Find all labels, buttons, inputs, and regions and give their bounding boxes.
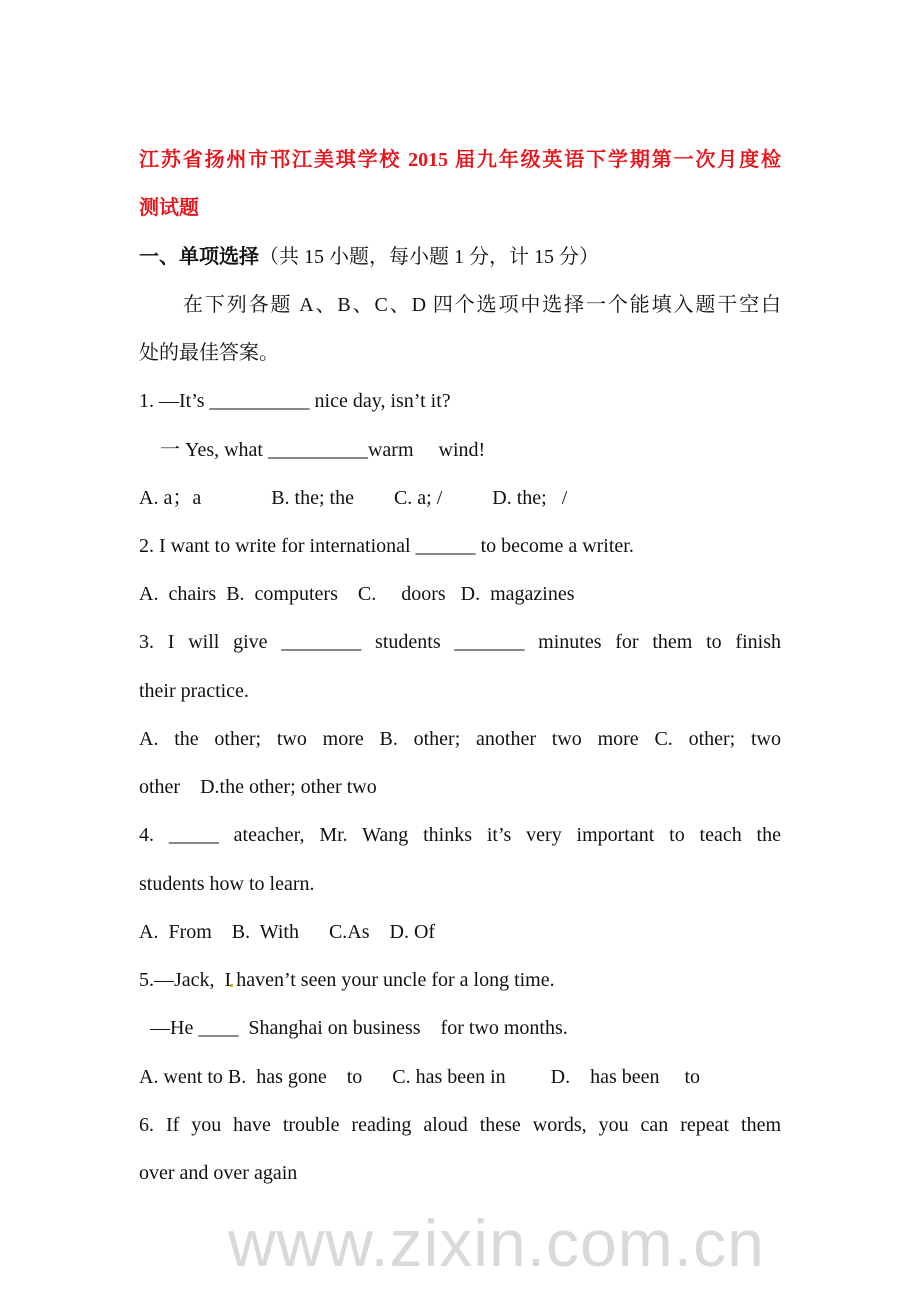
q1-options: A. a；a B. the; the C. a; / D. the; / <box>139 487 568 509</box>
q4-line1: 4. _____ ateacher, Mr. Wang thinks it’s very important to teach the <box>139 824 781 846</box>
doc-title-line2: 测试题 <box>139 197 199 219</box>
q3-line2: their practice. <box>139 680 249 702</box>
q1-line2: 一 Yes, what __________warm wind! <box>160 439 486 461</box>
doc-title-line1: 江苏省扬州市邗江美琪学校 2015 届九年级英语下学期第一次月度检 <box>139 149 781 171</box>
instruction-line2: 处的最佳答案。 <box>139 342 279 364</box>
q4-line2: students how to learn. <box>139 873 315 895</box>
instruction-line1: 在下列各题 A、B、C、D 四个选项中选择一个能填入题干空白 <box>183 294 781 316</box>
q3-line1: 3. I will give ________ students _______ minutes for them to finish <box>139 631 781 653</box>
q3-options-line2: other D.the other; other two <box>139 776 377 798</box>
q2-line1: 2. I want to write for international ______ to become a writer. <box>139 535 634 557</box>
section-note: （共 15 小题，每小题 1 分，计 15 分） <box>259 246 599 268</box>
q1-line1: 1. —It’s __________ nice day, isn’t it? <box>139 390 451 412</box>
section-title: 一、单项选择 <box>139 246 259 268</box>
q3-options-line1: A. the other; two more B. other; another two more C. other; two <box>139 728 781 750</box>
q5-options: A. went to B. has gone to C. has been in D. has been to <box>139 1066 701 1088</box>
q5-line1: 5.—Jack, I haven’t seen your uncle for a long time. <box>139 969 555 991</box>
q6-line2: over and over again <box>139 1162 298 1184</box>
q6-line1: 6. If you have trouble reading aloud these words, you can repeat them <box>139 1114 781 1136</box>
q5-line2: —He ____ Shanghai on business for two months. <box>150 1017 568 1039</box>
watermark: www.zixin.com.cn <box>228 1206 765 1280</box>
q2-options: A. chairs B. computers C. doors D. magazines <box>139 583 575 605</box>
q4-options: A. From B. With C.As D. Of <box>139 921 436 943</box>
section-heading <box>139 243 781 271</box>
